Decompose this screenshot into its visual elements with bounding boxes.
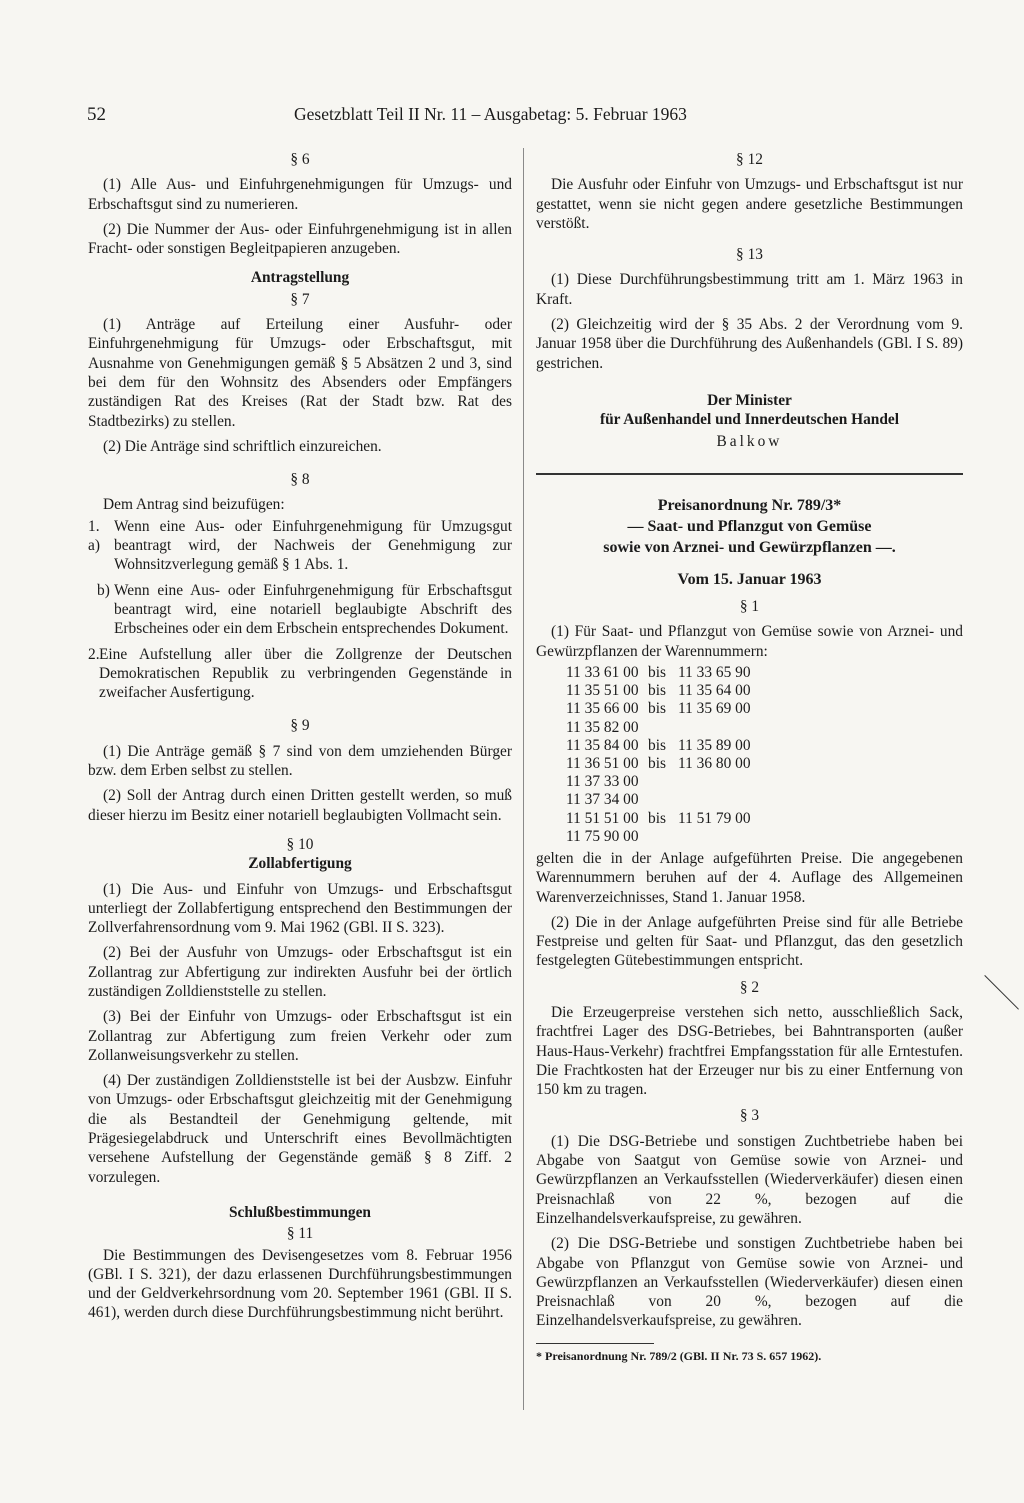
paragraph: (1) Die Anträge gemäß § 7 sind von dem umziehenden Bürger bzw. dem Erben selbst zu stellen.	[88, 742, 512, 780]
goods-number-row	[566, 809, 963, 827]
section-divider	[536, 473, 963, 475]
running-title: Gesetzblatt Teil II Nr. 11 – Ausgabetag: 5. Februar 1963	[294, 104, 687, 124]
right-column	[536, 148, 963, 1366]
left-column	[88, 148, 512, 1329]
goods-number-from: 11 35 84 00	[566, 736, 639, 754]
goods-number-from: 11 37 34 00	[566, 791, 639, 809]
signer-name: Balkow	[716, 432, 783, 450]
subheading-zollabfertigung: Zollabfertigung	[248, 855, 352, 873]
goods-number-to: 11 51 79 00	[678, 809, 751, 827]
subheading-schlussbestimmungen: Schlußbestimmungen	[229, 1203, 371, 1221]
goods-number-row	[566, 718, 963, 736]
section-heading-9: § 9	[290, 717, 310, 735]
column-separator	[523, 148, 524, 1410]
goods-number-row	[566, 772, 963, 790]
order-subtitle: sowie von Arznei- und Gewürzpflanzen —.	[603, 538, 896, 556]
footnote-rule	[536, 1343, 654, 1344]
paragraph: (2) Die Anträge sind schriftlich einzureichen.	[103, 437, 382, 455]
list-item	[88, 517, 512, 575]
paragraph: (2) Gleichzeitig wird der § 35 Abs. 2 der Verordnung vom 9. Januar 1958 über die Durchführung des Außenhandels (GBl. I S. 89) gestrichen.	[536, 316, 963, 372]
paragraph: Die Erzeugerpreise verstehen sich netto, ausschließlich Sack, frachtfrei Lager des DSG-Betriebes, bei Bahntransporten (außer Haus-Haus-Verkehr) frachtfrei Empfangsstation für alle Erntestufen. Die Frachtkosten hat der Erzeuger nur bis zu einer Entfernung von 150 km zu tragen.	[536, 1004, 963, 1099]
goods-number-sep: bis	[648, 682, 666, 700]
goods-number-from: 11 51 51 00	[566, 809, 639, 827]
paragraph: (2) Bei der Ausfuhr von Umzugs- oder Erbschaftsgut ist ein Zollantrag zur Abfertigung zur indirekten Ausfuhr bei der örtlich zuständigen Zolldienststelle zu stellen.	[88, 944, 512, 1000]
goods-number-row	[566, 663, 963, 681]
goods-number-to: 11 33 65 90	[678, 664, 751, 682]
goods-number-sep: bis	[648, 700, 666, 718]
list-label: b)	[97, 581, 110, 599]
list-item	[88, 645, 512, 703]
order-subtitle: — Saat- und Pflanzgut von Gemüse	[627, 517, 872, 535]
list-label: 1. a)	[88, 517, 100, 555]
paragraph: (1) Anträge auf Erteilung einer Ausfuhr- oder Einfuhrgenehmigung für Umzugs- oder Erbschaftsgut, mit Ausnahme von Genehmigungen gemäß § 5 Absätzen 2 und 3, sind bei dem für den Wohnsitz des Absenders oder Empfängers zuständigen Rat des Kreises (Rat der Stadt bzw. Rat des Stadtbezirks) zu stellen.	[88, 316, 512, 430]
goods-number-from: 11 35 82 00	[566, 718, 639, 736]
goods-number-row	[566, 754, 963, 772]
goods-number-sep: bis	[648, 754, 666, 772]
paragraph: (2) Die Nummer der Aus- oder Einfuhrgenehmigung ist in allen Fracht- oder sonstigen Begleitpapieren anzugeben.	[88, 220, 512, 258]
goods-number-to: 11 35 69 00	[678, 700, 751, 718]
section-heading-10: § 10	[286, 835, 314, 853]
paragraph: (1) Alle Aus- und Einfuhrgenehmigungen für Umzugs- und Erbschaftsgut sind zu numerieren.	[88, 176, 512, 213]
section-heading-11: § 11	[286, 1225, 314, 1243]
goods-number-from: 11 35 66 00	[566, 700, 639, 718]
section-heading-12: § 12	[736, 151, 763, 168]
goods-number-row	[566, 736, 963, 754]
paragraph: (3) Bei der Einfuhr von Umzugs- oder Erbschaftsgut ist ein Zollantrag zur Abfertigung zum freien Verkehr oder zum Zollanweisungsverkehr zu stellen.	[88, 1008, 512, 1064]
goods-number-from: 11 36 51 00	[566, 754, 639, 772]
goods-number-from: 11 75 90 00	[566, 827, 639, 845]
goods-number-row	[566, 699, 963, 717]
paragraph: Die Ausfuhr oder Einfuhr von Umzugs- und Erbschaftsgut ist nur gestattet, wenn sie nicht gegen andere gesetzliche Bestimmungen verstößt.	[536, 176, 963, 232]
goods-number-from: 11 37 33 00	[566, 773, 639, 791]
section-heading-o1: § 1	[739, 598, 760, 616]
paragraph: Die Bestimmungen des Devisengesetzes vom 8. Februar 1956 (GBl. I S. 321), der dazu erlassenen Durchführungsbestimmungen und der Geldverkehrsordnung vom 20. September 1961 (GBl. II S. 461), werden durch diese Durchführungsbestimmung nicht berührt.	[88, 1246, 512, 1322]
paragraph: (4) Der zuständigen Zolldienststelle ist bei der Ausbzw. Einfuhr von Umzugs- oder Erbschaftsgut gleichzeitig mit der Genehmigung die als Bestandteil der Genehmigung geltende, mit Prägesiegelabdruck und Unterschrift eines Bevollmächtigten versehene Aufstellung der Gegenstände gemäß § 8 Ziff. 2 vorzulegen.	[88, 1072, 512, 1186]
paragraph: gelten die in der Anlage aufgeführten Preise. Die angegebenen Warennummern beruhen auf der 4. Auflage des Allgemeinen Warenverzeichnisses, Stand 1. Januar 1958.	[536, 849, 963, 906]
paragraph: (1) Diese Durchführungsbestimmung tritt am 1. März 1963 in Kraft.	[536, 271, 963, 308]
section-heading-7: § 7	[290, 290, 310, 308]
minister-department: für Außenhandel und Innerdeutschen Handel	[599, 411, 900, 429]
paragraph: Dem Antrag sind beizufügen:	[103, 496, 285, 514]
section-heading-o2: § 2	[739, 978, 760, 996]
paragraph: (1) Für Saat- und Pflanzgut von Gemüse sowie von Arznei- und Gewürzpflanzen der Warennummern:	[536, 623, 963, 660]
goods-number-to: 11 35 89 00	[678, 736, 751, 754]
section-heading-o3: § 3	[739, 1107, 760, 1125]
goods-number-sep: bis	[648, 736, 666, 754]
footnote: * Preisanordnung Nr. 789/2 (GBl. II Nr. 73 S. 657 1962).	[536, 1348, 822, 1363]
goods-number-row	[566, 681, 963, 699]
goods-number-row	[566, 790, 963, 808]
section-heading-8: § 8	[290, 471, 310, 489]
goods-number-from: 11 33 61 00	[566, 664, 639, 682]
list-text: Wenn eine Aus- oder Einfuhrgenehmigung für Erbschaftsgut beantragt wird, eine notariell beglaubigte Abschrift des Erbscheines oder ein dem Erbschein entsprechendes Dokument.	[114, 581, 512, 638]
page-number: 52	[87, 104, 106, 125]
goods-number-list	[566, 663, 963, 845]
paragraph: (1) Die Aus- und Einfuhr von Umzugs- und Erbschaftsgut unterliegt der Zollabfertigung entsprechend den Bestimmungen der Zollverfahrensordnung vom 9. Mai 1962 (GBl. II S. 323).	[88, 880, 512, 937]
goods-number-sep: bis	[648, 664, 666, 682]
subheading-antragstellung: Antragstellung	[250, 269, 350, 287]
list-text: Eine Aufstellung aller über die Zollgrenze der Deutschen Demokratischen Republik zu verbringenden Gegenstände in zweifacher Ausfertigung.	[99, 645, 512, 702]
list-item	[88, 581, 512, 639]
paragraph: (2) Die DSG-Betriebe und sonstigen Zuchtbetriebe haben bei Abgabe von Pflanzgut von Gemüse sowie von Arznei- und Gewürzpflanzen an Verkaufsstellen (Wiederverkäufer) diesen einen Preisnachlaß von 20 %, bezogen auf die Einzelhandelsverkaufspreise, zu gewähren.	[536, 1235, 963, 1330]
minister-title: Der Minister	[707, 391, 792, 409]
page-header	[87, 104, 763, 130]
list-label: 2.	[88, 645, 100, 663]
goods-number-row	[566, 827, 963, 845]
goods-number-to: 11 35 64 00	[678, 682, 751, 700]
order-date: Vom 15. Januar 1963	[677, 570, 822, 588]
goods-number-sep: bis	[648, 809, 666, 827]
goods-number-to: 11 36 80 00	[678, 754, 751, 772]
section-heading-13: § 13	[736, 246, 763, 264]
goods-number-from: 11 35 51 00	[566, 682, 639, 700]
list-text: Wenn eine Aus- oder Einfuhrgenehmigung für Umzugsgut beantragt wird, der Nachweis der Genehmigung zur Wohnsitzverlegung gemäß § 1 Abs. 1.	[114, 517, 512, 574]
order-title: Preisanordnung Nr. 789/3*	[657, 496, 842, 514]
paragraph: (2) Soll der Antrag durch einen Dritten gestellt werden, so muß dieser hierzu im Besitz einer notariell beglaubigten Vollmacht sein.	[88, 787, 512, 824]
margin-mark	[984, 975, 1019, 1010]
paragraph: (1) Die DSG-Betriebe und sonstigen Zuchtbetriebe haben bei Abgabe von Saatgut von Gemüse sowie von Arznei- und Gewürzpflanzen an Verkaufsstellen (Wiederverkäufer) diesen einen Preisnachlaß von 22 %, bezogen auf die Einzelhandelsverkaufspreise, zu gewähren.	[536, 1132, 963, 1227]
section-heading-6: § 6	[290, 151, 310, 168]
paragraph: (2) Die in der Anlage aufgeführten Preise sind für alle Betriebe Festpreise und gelten für Saat- und Pflanzgut, das den gesetzlich festgelegten Gütebestimmungen entspricht.	[536, 913, 963, 970]
